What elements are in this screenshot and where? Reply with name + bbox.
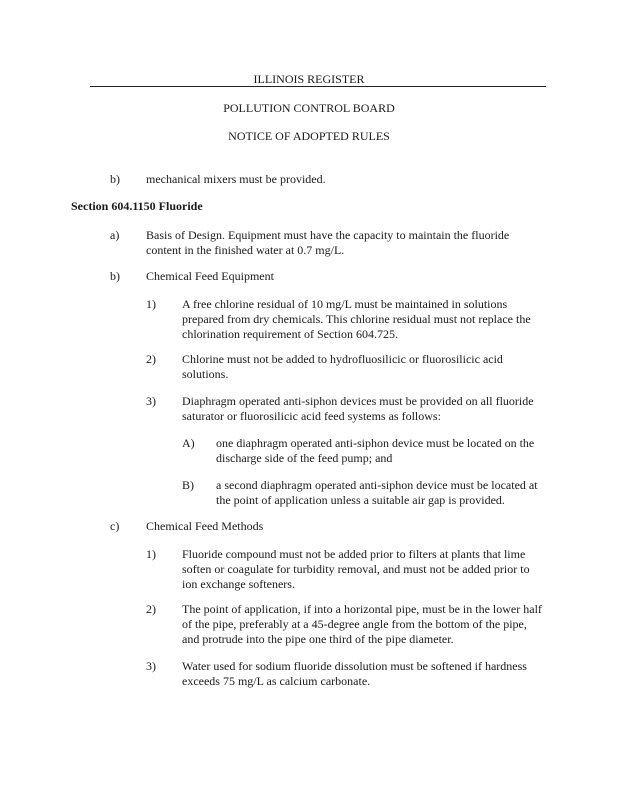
header-rule [90,86,546,87]
item-a-line: Basis of Design. Equipment must have the capacity to maintain the fluoride [146,228,510,242]
c-item-line: ion exchange softeners. [182,577,295,591]
c-item-line: exceeds 75 mg/L as calcium carbonate. [182,674,371,688]
b-sub-item-label: B) [182,478,194,492]
b-item-line: prepared from dry chemicals. This chlorine residual must not replace the [182,312,531,326]
item-a-label: a) [110,228,120,242]
c-item-label: 2) [146,602,156,616]
section-title: Section 604.1150 Fluoride [71,199,203,213]
b-item-line: saturator or fluorosilicic acid feed systems as follows: [182,409,441,423]
b-item-line: Chlorine must not be added to hydrofluosilicic or fluorosilicic acid [182,352,503,366]
b-sub-item-line: a second diaphragm operated anti-siphon device must be located at [216,478,538,492]
b-sub-item-label: A) [182,436,195,450]
c-item-line: The point of application, if into a horizontal pipe, must be in the lower half [182,602,542,616]
notice-title: NOTICE OF ADOPTED RULES [228,129,390,143]
b-sub-item-line: one diaphragm operated anti-siphon device must be located on the [216,436,535,450]
b-item-line: solutions. [182,367,229,381]
b-item-line: A free chlorine residual of 10 mg/L must be maintained in solutions [182,297,508,311]
b-sub-item-line: the point of application unless a suitable air gap is provided. [216,493,505,507]
item-b-heading: Chemical Feed Equipment [146,269,274,283]
item-a-line: content in the finished water at 0.7 mg/L. [146,243,345,257]
c-item-label: 1) [146,547,156,561]
c-item-line: of the pipe, preferably at a 45-degree angle from the bottom of the pipe, [182,617,527,631]
b-item-line: chlorination requirement of Section 604.725. [182,327,398,341]
board-title: POLLUTION CONTROL BOARD [223,101,395,115]
intro-item-text: mechanical mixers must be provided. [146,172,326,186]
c-item-line: Fluoride compound must not be added prior to filters at plants that lime [182,547,526,561]
item-c-label: c) [110,519,120,533]
b-item-label: 3) [146,394,156,408]
c-item-line: and protrude into the pipe one third of the pipe diameter. [182,632,454,646]
register-title: ILLINOIS REGISTER [253,72,365,86]
c-item-line: soften or coagulate for turbidity removal, and must not be added prior to [182,562,530,576]
item-b-label: b) [110,269,120,283]
intro-item-label: b) [110,172,120,186]
b-sub-item-line: discharge side of the feed pump; and [216,451,393,465]
b-item-line: Diaphragm operated anti-siphon devices must be provided on all fluoride [182,394,534,408]
item-c-heading: Chemical Feed Methods [146,519,264,533]
b-item-label: 1) [146,297,156,311]
c-item-label: 3) [146,659,156,673]
c-item-line: Water used for sodium fluoride dissolution must be softened if hardness [182,659,527,673]
b-item-label: 2) [146,352,156,366]
